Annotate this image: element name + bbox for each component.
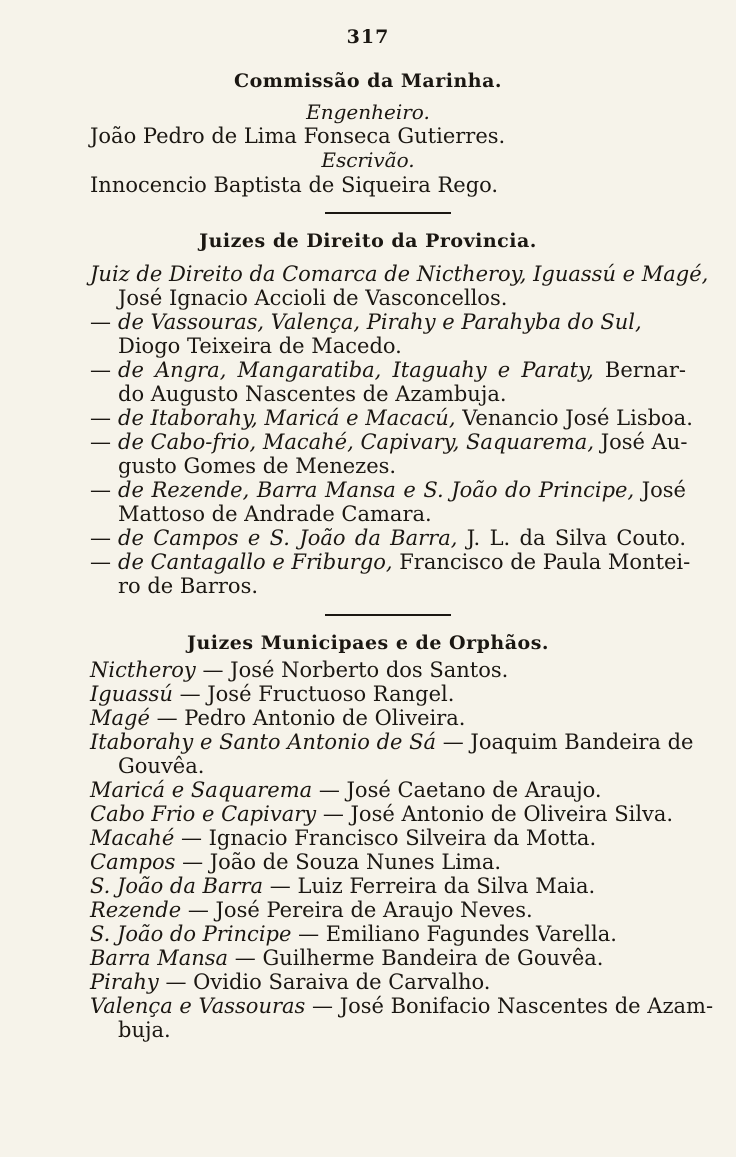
judge-entry-line (90, 358, 686, 382)
dash-mark: — (90, 310, 111, 334)
judge-name-continuation: Diogo Teixeira de Macedo. (118, 334, 402, 358)
judge-name-continuation: gusto Gomes de Menezes. (118, 454, 397, 478)
separator-dash: — (156, 706, 178, 730)
clerk-name: Innocencio Baptista de Siqueira Rego. (90, 173, 499, 197)
judge-entry-line (90, 406, 693, 430)
municipal-place: Nictheroy (90, 658, 196, 682)
judge-comarca: de Angra, Mangaratiba, Itaguahy e Paraty, (118, 358, 594, 382)
municipal-entry-line (90, 946, 686, 970)
municipal-judge-name: José Antonio de Oliveira Silva. (350, 802, 674, 826)
judge-comarca: de Rezende, Barra Mansa e S. João do Principe, (118, 478, 635, 502)
separator-dash: — (322, 802, 344, 826)
municipal-judge-name: José Fructuoso Rangel. (207, 682, 455, 706)
judge-name: J. L. da Silva Couto. (466, 526, 686, 550)
separator-dash: — (182, 850, 204, 874)
municipal-name-continuation: Gouvêa. (118, 754, 205, 778)
judge-name: José (641, 478, 686, 502)
separator-dash: — (234, 946, 256, 970)
municipal-place: Magé (90, 706, 150, 730)
section-divider (325, 614, 451, 616)
judge-name: José Au- (600, 430, 688, 454)
municipal-place: Campos (90, 850, 176, 874)
page-number: 317 (346, 26, 390, 48)
engineer-heading: Engenheiro. (306, 100, 430, 124)
separator-dash: — (180, 826, 202, 850)
judge-entry-line (90, 550, 691, 574)
clerk-heading: Escrivão. (321, 148, 415, 172)
municipal-entry-line (90, 874, 686, 898)
judge-name: Bernar- (604, 358, 686, 382)
judge-name-continuation: Mattoso de Andrade Camara. (118, 502, 432, 526)
dash-mark: — (90, 406, 111, 430)
judges-title: Juizes de Direito da Provincia. (199, 230, 537, 252)
municipal-place: Iguassú (90, 682, 173, 706)
municipal-entry-line (90, 802, 686, 826)
municipal-name-continuation: buja. (118, 1018, 171, 1042)
judge-name-continuation: ro de Barros. (118, 574, 259, 598)
municipal-judge-name: Joaquim Bandeira de (470, 730, 694, 754)
engineer-name: João Pedro de Lima Fonseca Gutierres. (90, 124, 506, 148)
municipal-list (90, 658, 714, 1042)
municipal-entry-line (90, 898, 686, 922)
municipal-judge-name: José Caetano de Araujo. (346, 778, 602, 802)
separator-dash: — (442, 730, 464, 754)
judge-name: Venancio José Lisboa. (462, 406, 693, 430)
municipal-place: Macahé (90, 826, 175, 850)
municipal-entry-line (90, 730, 694, 754)
municipal-place: S. João do Principe (90, 922, 292, 946)
separator-dash: — (269, 874, 291, 898)
municipal-judge-name: Ovidio Saraiva de Carvalho. (193, 970, 491, 994)
judge-name: Francisco de Paula Montei- (399, 550, 691, 574)
commission-title: Commissão da Marinha. (233, 70, 503, 92)
dash-mark: — (90, 430, 111, 454)
separator-dash: — (179, 682, 201, 706)
municipal-place: Cabo Frio e Capivary (90, 802, 317, 826)
municipal-entry-line (90, 994, 714, 1018)
judge-entry-line (90, 430, 686, 454)
municipal-place: Valença e Vassouras (90, 994, 306, 1018)
municipal-judge-name: José Norberto dos Santos. (230, 658, 509, 682)
section-divider (325, 212, 451, 214)
judge-name-continuation: José Ignacio Accioli de Vasconcellos. (118, 286, 508, 310)
dash-mark: — (90, 550, 111, 574)
municipal-entry-line (90, 826, 686, 850)
judge-comarca: de Campos e S. João da Barra, (118, 526, 458, 550)
judge-comarca: de Cabo-frio, Macahé, Capivary, Saquarema, (118, 430, 595, 454)
judge-comarca: de Vassouras, Valença, Pirahy e Parahyba do Sul, (118, 310, 642, 334)
municipal-place: Rezende (90, 898, 182, 922)
dash-mark: — (90, 358, 111, 382)
municipal-entry-line (90, 850, 686, 874)
municipal-entry-line (90, 682, 686, 706)
judge-comarca: Juiz de Direito da Comarca de Nictheroy, Iguassú e Magé, (90, 262, 709, 286)
judge-entry-line (90, 478, 686, 502)
municipal-entry-line (90, 970, 686, 994)
judge-comarca: de Itaborahy, Maricá e Macacú, (118, 406, 456, 430)
municipal-place: S. João da Barra (90, 874, 264, 898)
judges-list (90, 262, 709, 598)
municipal-judge-name: Emiliano Fagundes Varella. (325, 922, 617, 946)
municipal-place: Maricá e Saquarema (90, 778, 313, 802)
municipal-entry-line (90, 922, 686, 946)
municipal-entry-line (90, 706, 686, 730)
separator-dash: — (298, 922, 320, 946)
municipal-judge-name: Luiz Ferreira da Silva Maia. (297, 874, 596, 898)
municipal-judge-name: José Pereira de Araujo Neves. (215, 898, 533, 922)
dash-mark: — (90, 526, 111, 550)
municipal-place: Itaborahy e Santo Antonio de Sá (90, 730, 437, 754)
municipal-title: Juizes Municipaes e de Orphãos. (186, 632, 550, 654)
municipal-place: Pirahy (90, 970, 159, 994)
separator-dash: — (187, 898, 209, 922)
separator-dash: — (312, 994, 333, 1018)
municipal-judge-name: Ignacio Francisco Silveira da Motta. (208, 826, 597, 850)
separator-dash: — (165, 970, 187, 994)
municipal-judge-name: Pedro Antonio de Oliveira. (184, 706, 466, 730)
judge-entry-line (90, 526, 686, 550)
municipal-place: Barra Mansa (90, 946, 229, 970)
separator-dash: — (318, 778, 340, 802)
judge-entry-line (90, 262, 709, 286)
judge-name-continuation: do Augusto Nascentes de Azambuja. (118, 382, 507, 406)
separator-dash: — (202, 658, 224, 682)
judge-comarca: de Cantagallo e Friburgo, (118, 550, 393, 574)
municipal-entry-line (90, 658, 686, 682)
judge-entry-line (90, 310, 686, 334)
municipal-judge-name: José Bonifacio Nascentes de Azam- (339, 994, 714, 1018)
dash-mark: — (90, 478, 111, 502)
municipal-judge-name: Guilherme Bandeira de Gouvêa. (262, 946, 604, 970)
municipal-judge-name: João de Souza Nunes Lima. (209, 850, 502, 874)
municipal-entry-line (90, 778, 686, 802)
